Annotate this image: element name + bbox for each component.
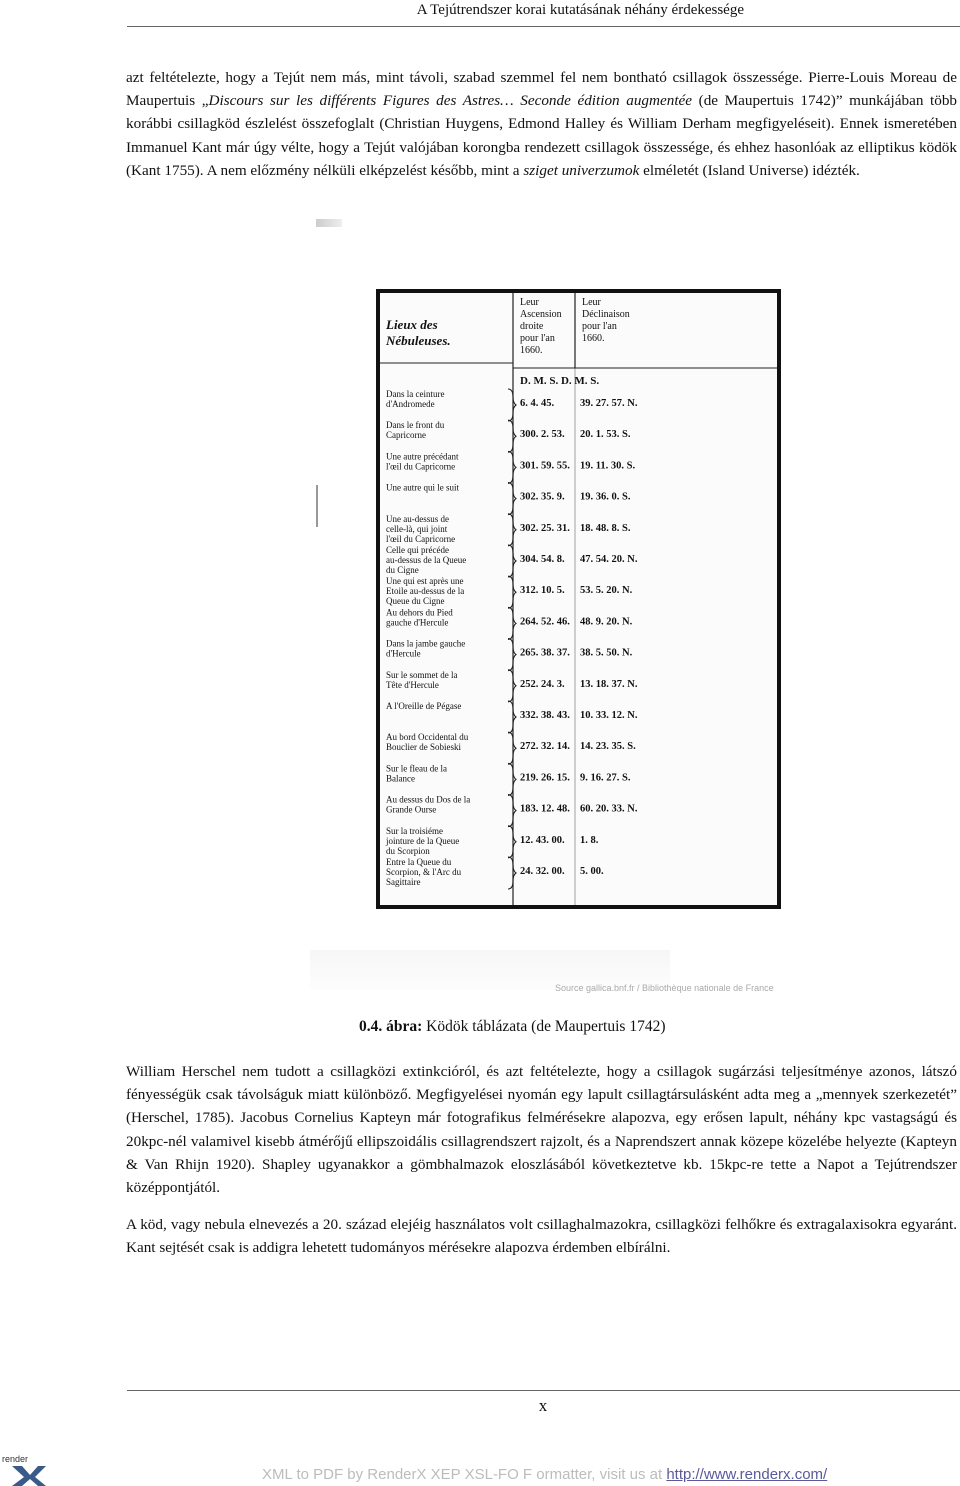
scan-row-brace: [508, 826, 516, 858]
scan-row-dec: 9. 16. 27. S.: [580, 772, 631, 784]
scan-row-dec: 60. 20. 33. N.: [580, 803, 638, 815]
scan-row-brace: [508, 795, 516, 827]
scan-row-dec: 19. 36. 0. S.: [580, 491, 631, 503]
scan-row-dec: 13. 18. 37. N.: [580, 678, 638, 690]
scan-row-brace: [508, 763, 516, 795]
paragraph-1: [126, 66, 957, 182]
scan-row-dec: 53. 5. 20. N.: [580, 585, 633, 597]
paragraph-1-text-cont: (de Maupertuis 1742)” munkájában több korábbi csillagköd észlelést összefoglalt (Christian Huygens, Edmond Halley és William Derham megfigyeléseit). Ennek ismeretében Immanuel Kant már úgy vélte, hogy a Tejút valójában korongba rendezett csillagok összessége, és ehhez hasonlóak az elliptikus ködök (Kant 1755). A nem előzmény nélküli elképzelést később, mint a: [126, 92, 958, 179]
scan-row-place: Sur le fleau de la Balance: [386, 763, 447, 784]
scan-row-ra: 302. 35. 9.: [520, 491, 565, 503]
scan-row-brace: [508, 701, 516, 733]
scan-heading-dec: Leur Déclinaison pour l'an 1660.: [582, 297, 630, 344]
paragraph-1-italic-title: Discours sur les différents Figures des Astres… Seconde édition augmentée: [208, 92, 693, 110]
scan-row-brace: [508, 670, 516, 702]
scan-row-ra: 302. 25. 31.: [520, 522, 570, 534]
page-number: x: [538, 1396, 548, 1415]
footer-rule: [127, 1390, 960, 1391]
scan-row-place: Dans la ceinture d'Andromede: [386, 389, 445, 409]
scan-row-ra: 264. 52. 46.: [520, 616, 570, 628]
scan-row-ra: 219. 26. 15.: [520, 772, 570, 784]
image-source-note: Source gallica.bnf.fr / Bibliothèque nationale de France: [555, 983, 774, 993]
scan-row-brace: [508, 451, 516, 483]
scan-row-ra: 272. 32. 14.: [520, 741, 570, 753]
renderx-footer: [262, 1466, 827, 1483]
scan-row-brace: [508, 389, 516, 421]
scan-row-dec: 20. 1. 53. S.: [580, 429, 631, 441]
scan-mark: [316, 485, 318, 527]
renderx-logo-text: render: [2, 1454, 29, 1464]
scan-row-ra: 300. 2. 53.: [520, 429, 565, 441]
paragraph-2: William Herschel nem tudott a csillagközi extinkcióról, és azt feltételezte, hogy a csillagok sugárzási teljesítménye azonos, látszó fényességük csak távolságuk miatt különböző. Megfigyelései nyomán egy lapult csillagtársulásként adta meg a „mennyek szerkezetét” (Herschel, 1785). Jacobus Cornelius Kapteyn már fotografikus felmérésekre alapozva, egy erősen lapult, néhány kpc vastagságú és 20kpc-nél valamivel kisebb átmérőjű ellipszoidális csillagrendszert rajzolt, és a Naprendszert annak közepe közelébe helyezte (Kapteyn & Van Rhijn 1920). Shapley ugyanakkor a gömbhalmazok eloszlásából következtetve kb. 15kpc-re tette a Napot a Tejútrendszer középpontjától.: [126, 1063, 957, 1197]
scan-row-dec: 39. 27. 57. N.: [580, 398, 638, 409]
scan-row-ra: 312. 10. 5.: [520, 585, 565, 597]
scan-row-place: Celle qui précéde au-dessus de la Queue du Cigne: [386, 545, 467, 575]
renderx-label: XML to PDF by RenderX XEP XSL-FO F ormatter, visit us at: [262, 1466, 667, 1483]
scan-row-brace: [508, 607, 516, 639]
scan-row-brace: [508, 639, 516, 671]
scan-row-place: Sur le sommet de la Tête d'Hercule: [386, 669, 458, 690]
scan-units: D. M. S. D. M. S.: [520, 375, 600, 387]
scan-row-dec: 18. 48. 8. S.: [580, 522, 631, 534]
scan-row-place: Au bord Occidental du Bouclier de Sobieski: [386, 732, 469, 753]
scan-row-place: Au dessus du Dos de la Grande Ourse: [386, 794, 471, 815]
scan-row-ra: 12. 43. 00.: [520, 834, 565, 846]
paragraph-1-text-end: elméletét (Island Universe) idézték.: [639, 161, 860, 179]
scan-row-ra: 332. 38. 43.: [520, 710, 570, 721]
scan-row-brace: [508, 857, 516, 889]
scan-row-place: Sur la troisiéme jointure de la Queue du Scorpion: [386, 825, 460, 856]
scan-row-place: Une au-dessus de celle-là, qui joint l'œil du Capricorne: [386, 513, 456, 544]
scan-row-place: Une autre précédant l'œil du Capricorne: [386, 451, 459, 472]
scan-row-dec: 38. 5. 50. N.: [580, 647, 633, 659]
renderx-logo-icon: [2, 1452, 48, 1486]
figure-scan: [310, 215, 780, 1000]
scan-row-brace: [508, 545, 516, 577]
scan-row-brace: [508, 420, 516, 452]
scan-row-brace: [508, 514, 516, 546]
scan-row-dec: 1. 8.: [580, 834, 599, 846]
scan-smudge: [316, 219, 342, 227]
scan-row-ra: 252. 24. 3.: [520, 678, 565, 690]
scan-row-brace: [508, 732, 516, 764]
scan-row-dec: 5. 00.: [580, 866, 604, 877]
scan-heading-places: Lieux des Nébuleuses.: [386, 317, 451, 348]
figure-caption: [359, 1018, 665, 1036]
scan-row-ra: 301. 59. 55.: [520, 460, 570, 472]
scan-row-place: Dans le front du Capricorne: [386, 420, 445, 441]
scan-row-place: Entre la Queue du Scorpion, & l'Arc du Sagittaire: [386, 857, 462, 887]
scan-heading-ra: Leur Ascension droite pour l'an 1660.: [520, 297, 562, 356]
scan-row-dec: 14. 23. 35. S.: [580, 741, 636, 753]
paragraph-1-text: azt feltételezte, hogy a Tejút nem más, mint távoli, szabad szemmel fel nem bontható csillagok összessége. Pierre-Louis Moreau de Maupertuis „: [126, 69, 957, 110]
paragraph-1-italic-term: sziget univerzumok: [523, 161, 640, 179]
figure-caption-label: 0.4. ábra:: [359, 1018, 423, 1035]
scan-row-dec: 47. 54. 20. N.: [580, 554, 638, 565]
scan-row-ra: 24. 32. 00.: [520, 866, 565, 877]
renderx-link[interactable]: http://www.renderx.com/: [666, 1466, 828, 1483]
scan-row-brace: [508, 576, 516, 608]
scan-row-ra: 183. 12. 48.: [520, 803, 570, 815]
scan-row-dec: 10. 33. 12. N.: [580, 710, 638, 721]
scan-row-ra: 304. 54. 8.: [520, 554, 565, 565]
scan-row-brace: [508, 483, 516, 515]
figure-caption-text: Ködök táblázata (de Maupertuis 1742): [422, 1018, 666, 1035]
scan-row-place: Dans la jambe gauche d'Hercule: [386, 638, 466, 659]
header-rule: [127, 26, 960, 27]
scan-row-ra: 265. 38. 37.: [520, 647, 570, 659]
scan-row-place: Une autre qui le suit: [386, 482, 459, 493]
scan-row-place: A l'Oreille de Pégase: [386, 701, 462, 711]
scan-row-dec: 48. 9. 20. N.: [580, 616, 633, 628]
scan-row-place: Une qui est après une Etoile au-dessus de la Queue du Cigne: [386, 576, 465, 607]
scan-row-place: Au dehors du Pied gauche d'Hercule: [386, 607, 453, 628]
paragraph-3: A köd, vagy nebula elnevezés a 20. század elejéig használatos volt csillaghalmazokra, csillagközi felhőkre és extragalaxisokra egyaránt. Kant sejtését csak is addigra lehetett tudományos mérésekre alapozva érdemben elbírálni.: [126, 1216, 957, 1257]
nebula-table-image: [376, 289, 781, 909]
nebula-table-drawing: [380, 293, 777, 905]
running-header-title: A Tejútrendszer korai kutatásának néhány érdekessége: [416, 2, 744, 18]
scan-row-ra: 6. 4. 45.: [520, 398, 555, 409]
scan-row-dec: 19. 11. 30. S.: [580, 460, 636, 472]
